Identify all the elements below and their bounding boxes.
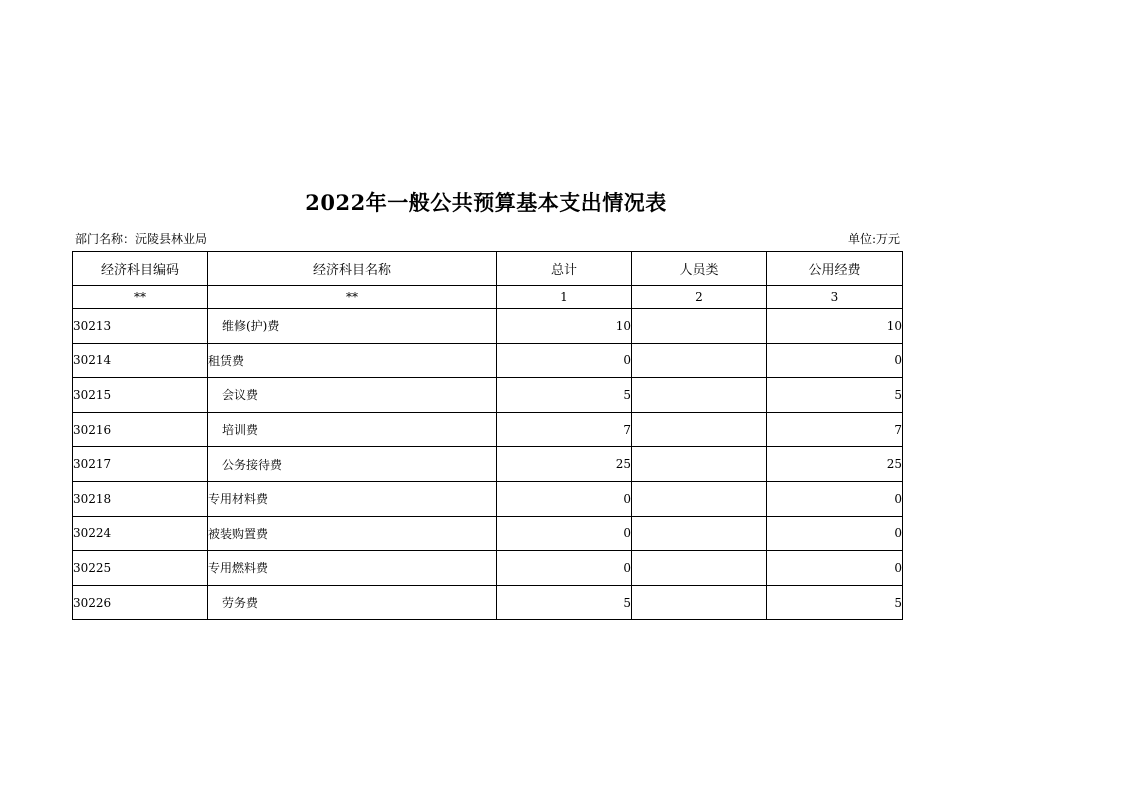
table-row (73, 447, 903, 482)
subheader-cell: ** (73, 286, 208, 309)
header-total: 总计 (497, 252, 632, 286)
code-cell: 30213 (73, 309, 208, 344)
total-cell: 5 (497, 585, 632, 620)
personnel-cell (632, 585, 767, 620)
total-cell: 0 (497, 481, 632, 516)
name-cell: 专用材料费 (208, 481, 497, 516)
name-cell: 会议费 (208, 378, 497, 413)
public-cell: 0 (767, 343, 903, 378)
header-personnel: 人员类 (632, 252, 767, 286)
subheader-cell: 2 (632, 286, 767, 309)
department-label: 部门名称：沅陵县林业局 (75, 232, 208, 246)
total-cell: 10 (497, 309, 632, 344)
public-cell: 0 (767, 551, 903, 586)
table-row (73, 585, 903, 620)
report-title: 2022年一般公共预算基本支出情况表 (305, 190, 667, 215)
name-cell: 公务接待费 (208, 447, 497, 482)
public-cell: 10 (767, 309, 903, 344)
name-cell: 维修(护)费 (208, 309, 497, 344)
code-cell: 30224 (73, 516, 208, 551)
code-cell: 30216 (73, 412, 208, 447)
public-cell: 0 (767, 481, 903, 516)
table-header-row (73, 252, 903, 286)
table-row (73, 412, 903, 447)
table-row (73, 481, 903, 516)
table-subheader-row (73, 286, 903, 309)
personnel-cell (632, 378, 767, 413)
personnel-cell (632, 447, 767, 482)
code-cell: 30215 (73, 378, 208, 413)
total-cell: 7 (497, 412, 632, 447)
code-cell: 30225 (73, 551, 208, 586)
code-cell: 30226 (73, 585, 208, 620)
total-cell: 5 (497, 378, 632, 413)
personnel-cell (632, 481, 767, 516)
code-cell: 30217 (73, 447, 208, 482)
name-cell: 专用燃料费 (208, 551, 497, 586)
personnel-cell (632, 343, 767, 378)
name-cell: 培训费 (208, 412, 497, 447)
table-row (73, 516, 903, 551)
header-code: 经济科目编码 (73, 252, 208, 286)
unit-label: 单位:万元 (847, 232, 900, 246)
total-cell: 0 (497, 343, 632, 378)
table-row (73, 309, 903, 344)
name-cell: 劳务费 (208, 585, 497, 620)
total-cell: 0 (497, 551, 632, 586)
public-cell: 25 (767, 447, 903, 482)
table-row (73, 551, 903, 586)
header-public: 公用经费 (767, 252, 903, 286)
public-cell: 7 (767, 412, 903, 447)
subheader-cell: ** (208, 286, 497, 309)
code-cell: 30218 (73, 481, 208, 516)
name-cell: 租赁费 (208, 343, 497, 378)
total-cell: 0 (497, 516, 632, 551)
code-cell: 30214 (73, 343, 208, 378)
public-cell: 5 (767, 378, 903, 413)
expenditure-table (72, 251, 903, 620)
table-row (73, 343, 903, 378)
name-cell: 被装购置费 (208, 516, 497, 551)
public-cell: 5 (767, 585, 903, 620)
subheader-cell: 1 (497, 286, 632, 309)
total-cell: 25 (497, 447, 632, 482)
table-row (73, 378, 903, 413)
personnel-cell (632, 412, 767, 447)
personnel-cell (632, 551, 767, 586)
personnel-cell (632, 516, 767, 551)
personnel-cell (632, 309, 767, 344)
subheader-cell: 3 (767, 286, 903, 309)
public-cell: 0 (767, 516, 903, 551)
header-name: 经济科目名称 (208, 252, 497, 286)
